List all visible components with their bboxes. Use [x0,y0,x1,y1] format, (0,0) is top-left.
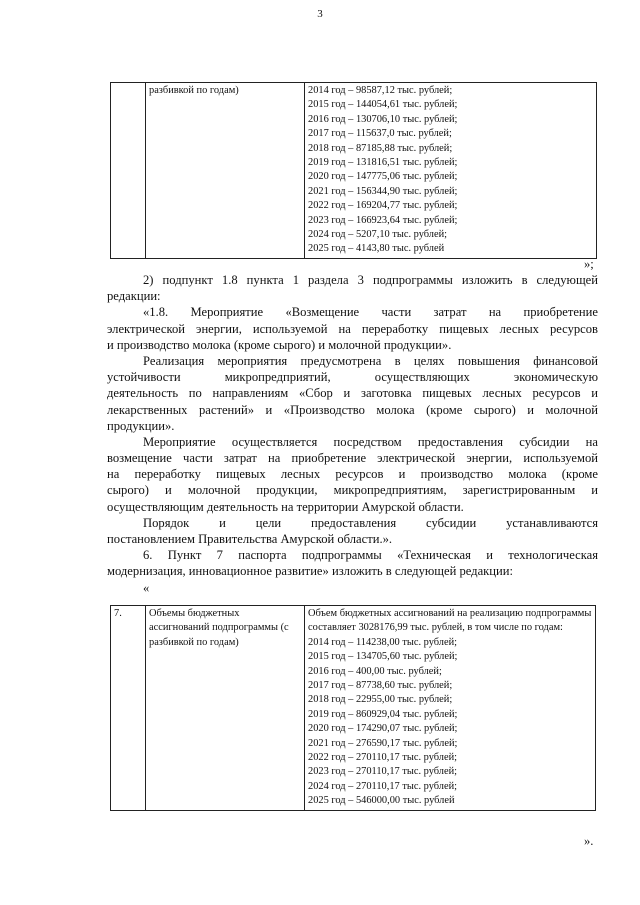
year-row: 2025 год – 546000,00 тыс. рублей [308,795,455,807]
year-row: 2017 год – 115637,0 тыс. рублей; [308,128,452,140]
text-line: 2) подпункт 1.8 пункта 1 раздела 3 подпрограммы изложить в следующей [143,273,598,287]
year-row: 2022 год – 270110,17 тыс. рублей; [308,752,458,764]
year-row: 2020 год – 174290,07 тыс. рублей; [308,723,458,735]
text-line: Мероприятие осуществляется посредством предоставления субсидии на [143,434,598,449]
year-row: 2021 год – 156344,90 тыс. рублей; [308,185,458,197]
year-row: 2017 год – 87738,60 тыс. рублей; [308,680,453,692]
label-cell [146,83,305,259]
table-row [111,606,596,811]
year-row: 2014 год – 114238,00 тыс. рублей; [308,636,458,648]
text-line: « [143,580,150,595]
closing-quote: ». [584,834,594,848]
text-line: и производство молока (кроме сырого) и молочной продукции». [107,337,452,352]
values-cell [305,83,597,259]
budget-table-subprogram [110,605,596,811]
year-row: 2018 год – 87185,88 тыс. рублей; [308,142,453,154]
year-row: 2018 год – 22955,00 тыс. рублей; [308,694,453,706]
text-line: 6. Пункт 7 паспорта подпрограммы «Техническая и технологическая [143,548,598,563]
page-number: 3 [317,8,323,20]
number-cell [111,83,146,259]
text-line: модернизация, инновационное развитие» изложить в следующей редакции: [107,564,514,579]
values-cell [305,606,596,811]
text-line: «1.8. Мероприятие «Возмещение части затрат на приобретение [143,305,598,320]
closing-quote: »; [584,257,594,271]
year-row: 2016 год – 400,00 тыс. рублей; [308,665,442,677]
cell-label: разбивкой по годам) [149,85,239,96]
year-row: 2016 год – 130706,10 тыс. рублей; [308,113,458,125]
year-row: 2021 год – 276590,17 тыс. рублей; [308,737,458,749]
year-row: 2024 год – 5207,10 тыс. рублей; [308,229,448,241]
text-line: Реализация мероприятия предусмотрена в целях повышения финансовой [143,353,598,368]
text-line: электрической энергии, используемой на переработку пищевых лесных ресурсов [107,321,598,336]
year-row: 2022 год – 169204,77 тыс. рублей; [308,200,458,212]
year-row: 2019 год – 131816,51 тыс. рублей; [308,157,458,169]
text-line: возмещение части затрат на приобретение электрической энергии, используемой [107,451,598,466]
text-line: лекарственных растений» и «Производство молока (кроме сырого) и молочной [107,402,598,417]
year-row: 2014 год – 98587,12 тыс. рублей; [308,85,453,96]
year-row: 2015 год – 134705,60 тыс. рублей; [308,651,458,663]
budget-table-continuation [110,82,597,259]
text-line: на переработку пищевых лесных ресурсов и производство молока (кроме [107,467,598,482]
text-line: редакции: [107,289,161,304]
number-cell: 7. [111,606,146,811]
year-row: 2023 год – 166923,64 тыс. рублей; [308,214,458,226]
text-line: деятельность по направлениям «Сбор и заготовка пищевых лесных ресурсов и [107,386,598,401]
cell-label: Объемы бюджетных ассигнований подпрограммы (с разбивкой по годам) [149,608,289,648]
text-line: Порядок и цели предоставления субсидии устанавливаются [143,515,598,530]
year-row: 2020 год – 147775,06 тыс. рублей; [308,171,458,183]
text-line: сырого) и молочной продукции, микропредприятиям, зарегистрированным и [107,483,598,498]
year-row: 2015 год – 144054,61 тыс. рублей; [308,99,458,111]
text-line: устойчивости микропредприятий, осуществляющих экономическую [107,370,598,385]
year-row: 2019 год – 860929,04 тыс. рублей; [308,708,458,720]
label-cell [146,606,305,811]
text-line: осуществляющим деятельность на территории Амурской области. [107,499,464,514]
year-row: 2024 год – 270110,17 тыс. рублей; [308,780,458,792]
text-line: постановлением Правительства Амурской области.». [107,532,393,546]
text-line: продукции». [107,418,175,433]
year-row: 2023 год – 270110,17 тыс. рублей; [308,766,458,778]
body-text [107,272,598,596]
table-row [111,83,597,259]
budget-intro: Объем бюджетных ассигнований на реализацию подпрограммы составляет 3028176,99 тыс. рублей, в том числе по годам: [308,608,592,634]
year-row: 2025 год – 4143,80 тыс. рублей [308,243,445,255]
